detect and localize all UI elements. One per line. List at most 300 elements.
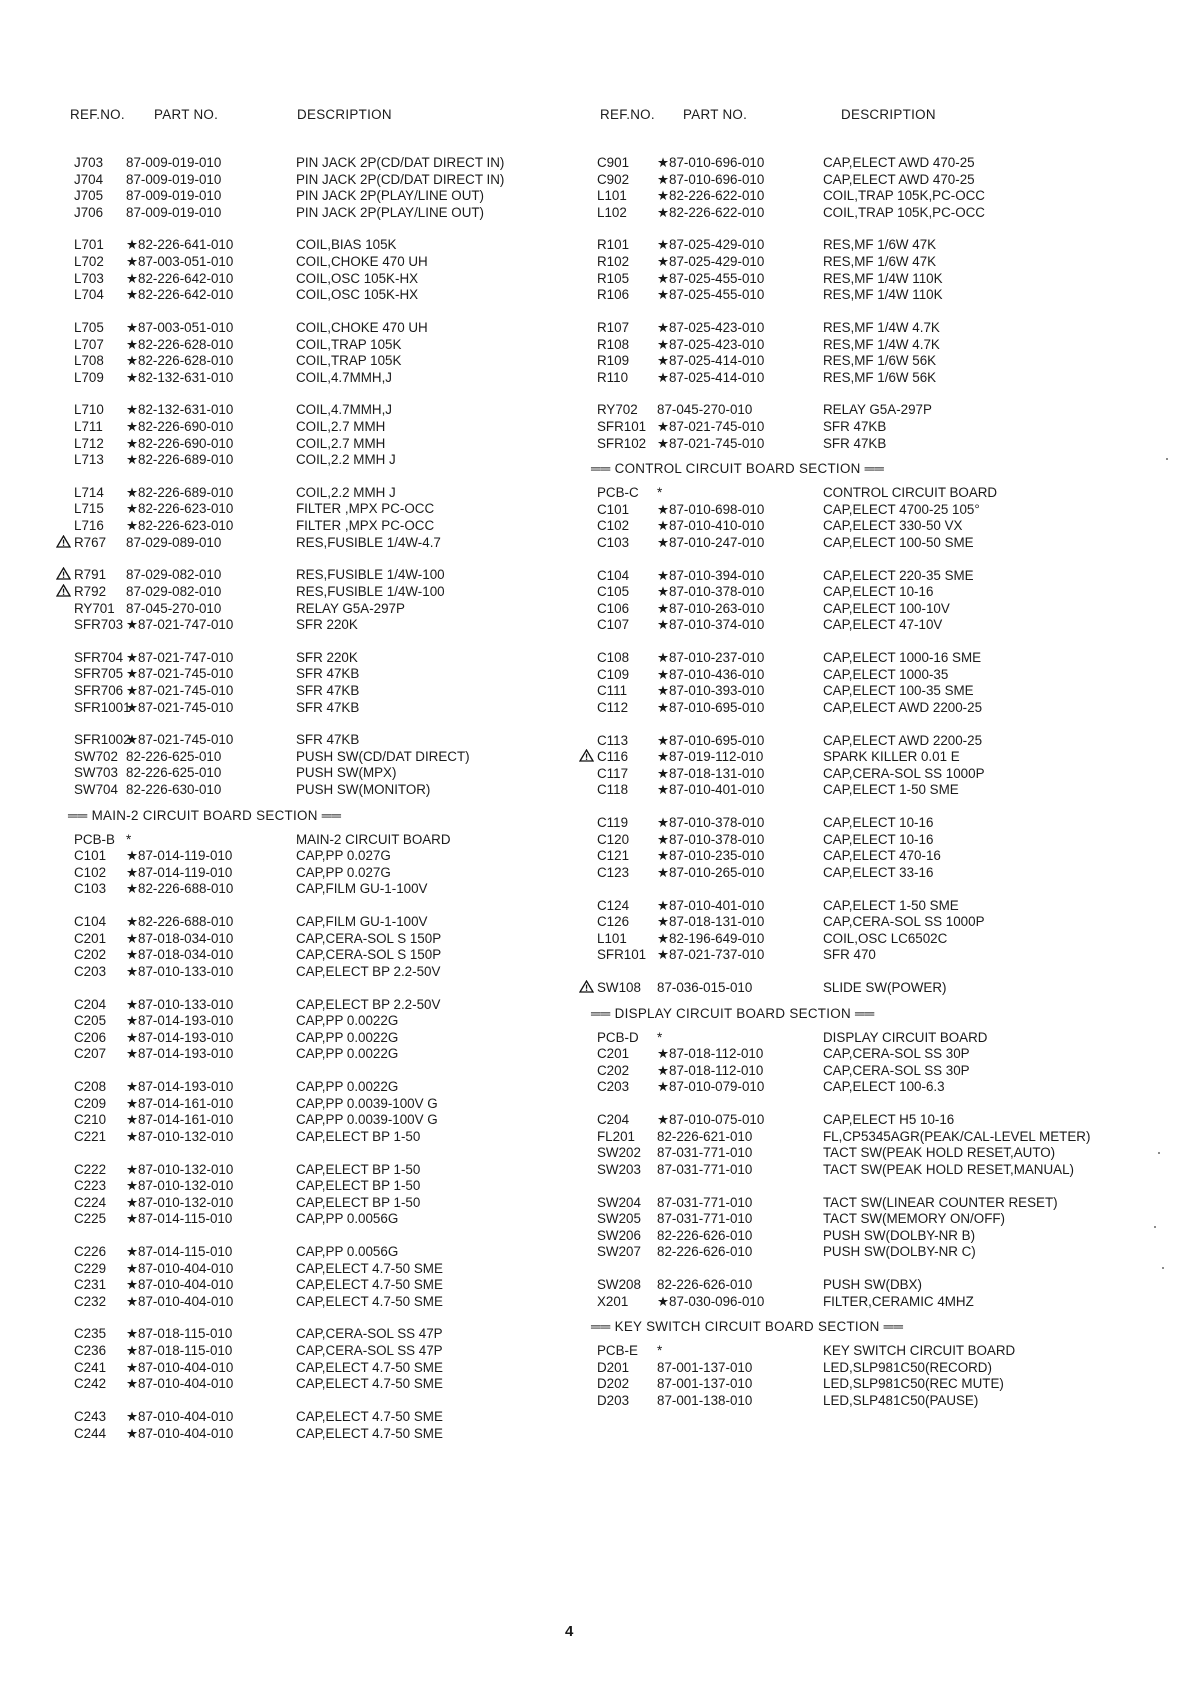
- part-no: ★87-010-393-010: [657, 683, 765, 699]
- group-spacer: [70, 634, 570, 650]
- part-no: ★87-025-414-010: [657, 369, 765, 385]
- part-no: 82-226-630-010: [126, 782, 222, 798]
- ref-no: SW205: [597, 1211, 641, 1227]
- part-row: [597, 370, 1117, 387]
- part-no: 82-226-625-010: [126, 765, 222, 781]
- description: COIL,TRAP 105K,PC-OCC: [823, 204, 985, 220]
- part-row: [597, 1244, 1117, 1261]
- ref-no: C222: [74, 1161, 107, 1177]
- part-row: [70, 997, 570, 1014]
- description: COIL,TRAP 105K: [296, 336, 402, 352]
- part-row: [597, 700, 1117, 717]
- part-no: *: [657, 1343, 663, 1359]
- description: PIN JACK 2P(PLAY/LINE OUT): [296, 204, 485, 220]
- part-row: [70, 1046, 570, 1063]
- part-row: [70, 865, 570, 882]
- ref-no: C205: [74, 1013, 107, 1029]
- ref-no: L702: [74, 254, 104, 270]
- ref-no: SW108: [597, 980, 641, 995]
- description: RELAY G5A-297P: [823, 402, 932, 418]
- part-row: [597, 584, 1117, 601]
- column-header: [70, 107, 570, 123]
- part-row: [70, 1360, 570, 1377]
- group-spacer: [597, 1096, 1117, 1112]
- part-row: [597, 733, 1117, 750]
- part-row: [597, 931, 1117, 948]
- scan-speck: [1158, 1152, 1160, 1154]
- group-spacer: [597, 716, 1117, 732]
- part-no: ★87-010-404-010: [126, 1293, 234, 1309]
- description: PIN JACK 2P(PLAY/LINE OUT): [296, 188, 485, 204]
- ref-no: C104: [74, 914, 107, 930]
- ref-no: C109: [597, 666, 630, 682]
- part-row: [70, 1178, 570, 1195]
- part-row: [70, 419, 570, 436]
- part-no: ★87-021-745-010: [126, 683, 234, 698]
- part-row: [70, 1294, 570, 1311]
- part-no: ★82-226-689-010: [126, 452, 234, 468]
- part-no: ★87-021-745-010: [126, 732, 234, 748]
- description: FILTER ,MPX PC-OCC: [296, 501, 435, 517]
- part-no: 82-226-626-010: [657, 1244, 753, 1260]
- description: CAP,ELECT 10-16: [823, 584, 934, 600]
- scan-speck: [1154, 1226, 1156, 1228]
- part-row: [597, 782, 1117, 799]
- description: CAP,ELECT 10-16: [823, 831, 934, 847]
- part-no: ★87-018-034-010: [126, 947, 234, 963]
- ref-no: L709: [74, 369, 104, 385]
- part-row: [597, 1195, 1117, 1212]
- part-row: [70, 881, 570, 898]
- ref-no: R109: [597, 353, 630, 369]
- part-no: ★87-010-404-010: [126, 1376, 234, 1392]
- ref-no: J703: [74, 155, 104, 170]
- part-no: 87-009-019-010: [126, 171, 222, 187]
- ref-no: C201: [74, 930, 107, 946]
- ref-no: SW704: [74, 782, 118, 798]
- part-row: [597, 287, 1117, 304]
- part-row: [597, 683, 1117, 700]
- part-row: [597, 1145, 1117, 1162]
- part-no: ★87-010-378-010: [657, 815, 765, 831]
- ref-no: C121: [597, 848, 630, 864]
- part-row: [597, 1360, 1117, 1377]
- ref-no: C242: [74, 1376, 107, 1392]
- part-no: ★87-010-696-010: [657, 171, 765, 187]
- part-no: ★87-018-131-010: [657, 914, 765, 930]
- group-spacer: [70, 304, 570, 320]
- parts-list-right-column: [591, 107, 1117, 1409]
- description: MAIN-2 CIRCUIT BOARD: [296, 831, 451, 847]
- part-row: [597, 650, 1117, 667]
- description: CAP,ELECT AWD 470-25: [823, 155, 975, 170]
- part-no: ★87-010-378-010: [657, 584, 765, 600]
- part-row: [597, 1079, 1117, 1096]
- part-no: ★87-010-079-010: [657, 1079, 765, 1095]
- ref-no: C231: [74, 1277, 107, 1293]
- description: CAP,ELECT BP 1-50: [296, 1161, 421, 1177]
- description: CAP,ELECT 47-10V: [823, 617, 943, 633]
- description: RES,MF 1/4W 4.7K: [823, 336, 940, 352]
- part-no: ★87-010-075-010: [657, 1112, 765, 1128]
- ref-no: C113: [597, 732, 629, 748]
- part-row: [70, 782, 570, 799]
- description: COIL,4.7MMH,J: [296, 369, 392, 385]
- part-no: ★82-226-642-010: [126, 287, 234, 303]
- description: CAP,CERA-SOL S 150P: [296, 930, 442, 946]
- part-no: ★87-018-115-010: [126, 1326, 233, 1342]
- part-row: [597, 947, 1117, 964]
- description: CAP,ELECT 4700-25 105°: [823, 501, 980, 517]
- part-row: [597, 1046, 1117, 1063]
- group-spacer: [70, 1228, 570, 1244]
- ref-no: C244: [74, 1425, 107, 1441]
- description: CAP,ELECT 4.7-50 SME: [296, 1277, 443, 1293]
- description: SPARK KILLER 0.01 E: [823, 749, 960, 765]
- part-no: ★82-226-623-010: [126, 518, 234, 534]
- ref-no: C202: [597, 1062, 630, 1078]
- part-no: 87-031-771-010: [657, 1211, 753, 1227]
- part-row: [597, 436, 1117, 453]
- part-no: ★87-010-698-010: [657, 501, 765, 517]
- part-row: [70, 1426, 570, 1443]
- group-spacer: [597, 634, 1117, 650]
- part-no: ★87-010-404-010: [126, 1425, 234, 1441]
- description: COIL,CHOKE 470 UH: [296, 319, 428, 335]
- parts-list: [591, 155, 1117, 1409]
- part-no: ★82-226-628-010: [126, 353, 234, 369]
- ref-no: SFR704: [74, 649, 124, 665]
- part-row: [70, 650, 570, 667]
- description: COIL,2.7 MMH: [296, 419, 386, 434]
- ref-no: C118: [597, 782, 629, 798]
- part-row: [70, 1343, 570, 1360]
- description: CAP,ELECT 100-35 SME: [823, 683, 974, 699]
- description: CAP,ELECT 330-50 VX: [823, 518, 963, 534]
- part-no: 82-226-621-010: [657, 1128, 753, 1144]
- ref-no-header: REF.NO.: [600, 107, 655, 122]
- part-row: [597, 980, 1117, 997]
- part-row: [597, 865, 1117, 882]
- part-row: [70, 1409, 570, 1426]
- part-row: [70, 452, 570, 469]
- ref-no: C202: [74, 947, 107, 963]
- description-header: DESCRIPTION: [297, 107, 392, 122]
- description: TACT SW(MEMORY ON/OFF): [823, 1211, 1006, 1227]
- part-no: ★87-010-132-010: [126, 1128, 234, 1144]
- part-no: 87-045-270-010: [657, 402, 753, 418]
- part-row: [597, 402, 1117, 419]
- part-no: 87-001-137-010: [657, 1359, 753, 1375]
- group-spacer: [597, 881, 1117, 897]
- ref-no: L711: [74, 419, 103, 434]
- part-no: ★82-132-631-010: [126, 402, 234, 418]
- ref-no: RY701: [74, 600, 115, 616]
- ref-no: PCB-C: [597, 485, 639, 501]
- ref-no: R105: [597, 270, 630, 286]
- description: CAP,ELECT 4.7-50 SME: [296, 1359, 443, 1375]
- ref-no: L713: [74, 452, 104, 468]
- ref-no: L707: [74, 336, 104, 352]
- ref-no: SW203: [597, 1161, 641, 1177]
- ref-no: C103: [74, 881, 107, 897]
- description: LED,SLP481C50(PAUSE): [823, 1392, 979, 1408]
- description: CAP,ELECT 33-16: [823, 864, 934, 880]
- description: CAP,ELECT 4.7-50 SME: [296, 1425, 443, 1441]
- group-spacer: [70, 386, 570, 402]
- part-row: [597, 320, 1117, 337]
- description: TACT SW(PEAK HOLD RESET,AUTO): [823, 1145, 1056, 1161]
- description: SFR 47KB: [823, 419, 887, 434]
- part-no: ★82-226-689-010: [126, 484, 234, 500]
- part-no: ★87-010-404-010: [126, 1277, 234, 1293]
- ref-no: C108: [597, 650, 630, 666]
- part-no: ★87-018-131-010: [657, 765, 765, 781]
- ref-no: L101: [597, 188, 627, 204]
- ref-no: R767: [74, 534, 107, 550]
- part-row: [597, 172, 1117, 189]
- ref-no: C243: [74, 1408, 107, 1424]
- part-row: [70, 254, 570, 271]
- description: CAP,PP 0.0022G: [296, 1079, 399, 1095]
- part-no: ★87-010-133-010: [126, 996, 234, 1012]
- part-row: [70, 1277, 570, 1294]
- ref-no: SFR703: [74, 617, 124, 633]
- description: PUSH SW(DOLBY-NR C): [823, 1244, 976, 1260]
- ref-no: C117: [597, 765, 629, 781]
- description: PUSH SW(DOLBY-NR B): [823, 1227, 976, 1243]
- ref-no: C111: [597, 683, 628, 699]
- ref-no: SFR101: [597, 947, 647, 963]
- description: CAP,PP 0.0022G: [296, 1046, 399, 1062]
- part-no: ★87-010-401-010: [657, 897, 765, 913]
- description: RES,MF 1/4W 110K: [823, 287, 943, 303]
- part-row: [70, 1129, 570, 1146]
- description: FILTER,CERAMIC 4MHZ: [823, 1293, 974, 1309]
- description: CAP,ELECT BP 1-50: [296, 1128, 421, 1144]
- ref-no: RY702: [597, 402, 638, 418]
- part-no: ★87-010-378-010: [657, 831, 765, 847]
- description: DISPLAY CIRCUIT BOARD: [823, 1029, 988, 1045]
- part-no: ★87-003-051-010: [126, 319, 234, 335]
- part-no: ★87-025-423-010: [657, 319, 765, 335]
- part-no: 87-031-771-010: [657, 1161, 753, 1177]
- part-no: ★82-226-622-010: [657, 188, 765, 204]
- part-no: ★82-226-690-010: [126, 435, 234, 451]
- description: CAP,ELECT 1-50 SME: [823, 782, 959, 798]
- part-no: ★87-014-161-010: [126, 1095, 234, 1111]
- page-number: 4: [565, 1623, 574, 1640]
- group-spacer: [597, 551, 1117, 567]
- ref-no: D201: [597, 1359, 630, 1375]
- part-row: [597, 205, 1117, 222]
- part-row: [70, 1030, 570, 1047]
- part-no: ★87-003-051-010: [126, 254, 234, 270]
- description: CAP,ELECT BP 1-50: [296, 1178, 421, 1194]
- part-no: ★87-010-132-010: [126, 1194, 234, 1210]
- ref-no: C235: [74, 1326, 107, 1342]
- part-no: ★82-226-641-010: [126, 237, 234, 253]
- section-heading: ══ MAIN-2 CIRCUIT BOARD SECTION ══: [68, 807, 342, 823]
- description: CAP,PP 0.0039-100V G: [296, 1112, 438, 1128]
- ref-no: C226: [74, 1244, 107, 1259]
- group-spacer: [70, 980, 570, 996]
- part-no: ★87-014-161-010: [126, 1112, 234, 1128]
- description: RES,MF 1/6W 47K: [823, 254, 937, 270]
- part-row: [70, 320, 570, 337]
- description: TACT SW(PEAK HOLD RESET,MANUAL): [823, 1161, 1074, 1177]
- description: PUSH SW(MPX): [296, 765, 397, 781]
- description: SFR 47KB: [296, 732, 360, 748]
- ref-no: C224: [74, 1194, 107, 1210]
- ref-no: C126: [597, 914, 630, 930]
- group-spacer: [597, 304, 1117, 320]
- ref-no: SW208: [597, 1277, 641, 1292]
- ref-no: D203: [597, 1392, 630, 1408]
- part-no: ★87-021-747-010: [126, 649, 234, 665]
- part-no: ★87-021-745-010: [657, 419, 765, 434]
- description: CAP,ELECT 4.7-50 SME: [296, 1260, 443, 1276]
- description: CAP,ELECT BP 2.2-50V: [296, 963, 441, 979]
- group-spacer: [597, 221, 1117, 237]
- part-no: ★87-025-455-010: [657, 287, 765, 303]
- description: CAP,CERA-SOL SS 1000P: [823, 914, 985, 930]
- part-no: ★82-132-631-010: [126, 369, 234, 385]
- part-row: [597, 848, 1117, 865]
- ref-no: C209: [74, 1095, 107, 1111]
- part-row: [597, 1277, 1117, 1294]
- description: CAP,PP 0.0039-100V G: [296, 1095, 438, 1111]
- ref-no: R101: [597, 237, 630, 253]
- part-row: [70, 518, 570, 535]
- part-no: ★87-010-401-010: [657, 782, 765, 798]
- part-no: ★87-014-193-010: [126, 1079, 234, 1095]
- part-row: [597, 1112, 1117, 1129]
- section-heading: ══ DISPLAY CIRCUIT BOARD SECTION ══: [591, 1005, 875, 1021]
- ref-no: L712: [74, 435, 104, 451]
- description: COIL,OSC 105K-HX: [296, 287, 419, 303]
- ref-no: C204: [74, 996, 107, 1012]
- description: COIL,TRAP 105K: [296, 353, 402, 369]
- description: CAP,ELECT 10-16: [823, 815, 934, 831]
- ref-no: C225: [74, 1211, 107, 1227]
- ref-no: C106: [597, 600, 630, 616]
- description: COIL,BIAS 105K: [296, 237, 397, 253]
- part-row: [70, 683, 570, 700]
- part-row: [70, 188, 570, 205]
- ref-no: J705: [74, 188, 104, 204]
- ref-no: L710: [74, 402, 104, 418]
- part-row: [597, 1211, 1117, 1228]
- description: PIN JACK 2P(CD/DAT DIRECT IN): [296, 171, 505, 187]
- ref-no: C123: [597, 864, 630, 880]
- ref-no: R106: [597, 287, 630, 303]
- ref-no: SFR101: [597, 419, 647, 434]
- part-no: ★87-018-112-010: [657, 1046, 764, 1062]
- ref-no: L102: [597, 204, 627, 220]
- description: LED,SLP981C50(REC MUTE): [823, 1376, 1004, 1392]
- part-row: [597, 1228, 1117, 1245]
- part-row: [597, 502, 1117, 519]
- part-row: [70, 1211, 570, 1228]
- description: CAP,ELECT 4.7-50 SME: [296, 1293, 443, 1309]
- ref-no: SFR102: [597, 435, 647, 451]
- part-row: [70, 436, 570, 453]
- part-no: 87-029-089-010: [126, 534, 222, 550]
- description: RES,FUSIBLE 1/4W-100: [296, 583, 445, 599]
- group-spacer: [597, 1178, 1117, 1194]
- part-row: [70, 848, 570, 865]
- part-no: *: [126, 831, 132, 847]
- description: COIL,4.7MMH,J: [296, 402, 392, 418]
- part-row: [70, 205, 570, 222]
- description: LED,SLP981C50(RECORD): [823, 1359, 992, 1375]
- description: CAP,CERA-SOL SS 30P: [823, 1062, 970, 1078]
- group-spacer: [70, 716, 570, 732]
- description: SFR 47KB: [296, 666, 360, 682]
- part-row: [597, 337, 1117, 354]
- description: CAP,FILM GU-1-100V: [296, 914, 428, 930]
- description: RES,MF 1/4W 110K: [823, 270, 943, 286]
- part-no: ★82-226-688-010: [126, 914, 234, 930]
- description: COIL,2.2 MMH J: [296, 484, 396, 500]
- part-no: ★87-019-112-010: [657, 749, 764, 765]
- part-no: 87-009-019-010: [126, 155, 222, 170]
- part-no: ★87-010-263-010: [657, 600, 765, 616]
- description: CAP,ELECT H5 10-16: [823, 1112, 955, 1128]
- part-no: ★87-010-132-010: [126, 1178, 234, 1194]
- ref-no: SW702: [74, 748, 118, 764]
- description: PUSH SW(CD/DAT DIRECT): [296, 748, 470, 764]
- part-row: [70, 914, 570, 931]
- part-row: [70, 1013, 570, 1030]
- part-row: [597, 617, 1117, 634]
- ref-no: C104: [597, 567, 630, 583]
- ref-no: C207: [74, 1046, 107, 1062]
- description: SFR 47KB: [296, 699, 360, 715]
- group-spacer: [70, 898, 570, 914]
- part-no: 82-226-626-010: [657, 1277, 753, 1292]
- part-no: 87-036-015-010: [657, 980, 753, 995]
- part-row: [70, 271, 570, 288]
- ref-no: C101: [74, 848, 107, 864]
- ref-no: L703: [74, 270, 104, 286]
- description: CAP,PP 0.0056G: [296, 1244, 399, 1259]
- ref-no: PCB-B: [74, 831, 115, 847]
- part-no: *: [657, 485, 663, 501]
- part-row: [597, 1393, 1117, 1410]
- part-no: ★82-226-628-010: [126, 336, 234, 352]
- section-heading: ══ KEY SWITCH CIRCUIT BOARD SECTION ══: [591, 1319, 904, 1335]
- ref-no: C203: [74, 963, 107, 979]
- description: KEY SWITCH CIRCUIT BOARD: [823, 1343, 1016, 1359]
- part-row: [70, 1162, 570, 1179]
- description: CAP,PP 0.027G: [296, 864, 391, 880]
- part-no: ★87-025-423-010: [657, 336, 765, 352]
- parts-list-left-column: [70, 107, 570, 1442]
- description: SFR 220K: [296, 649, 358, 665]
- ref-no: R792: [74, 583, 107, 599]
- ref-no: R108: [597, 336, 630, 352]
- part-no: ★87-018-034-010: [126, 930, 234, 946]
- description: CAP,ELECT AWD 2200-25: [823, 732, 983, 748]
- part-row: [70, 732, 570, 749]
- part-no: 87-009-019-010: [126, 204, 222, 220]
- ref-no: SW206: [597, 1227, 641, 1243]
- group-spacer: [597, 1261, 1117, 1277]
- part-row: [70, 155, 570, 172]
- part-no: ★87-030-096-010: [657, 1293, 765, 1309]
